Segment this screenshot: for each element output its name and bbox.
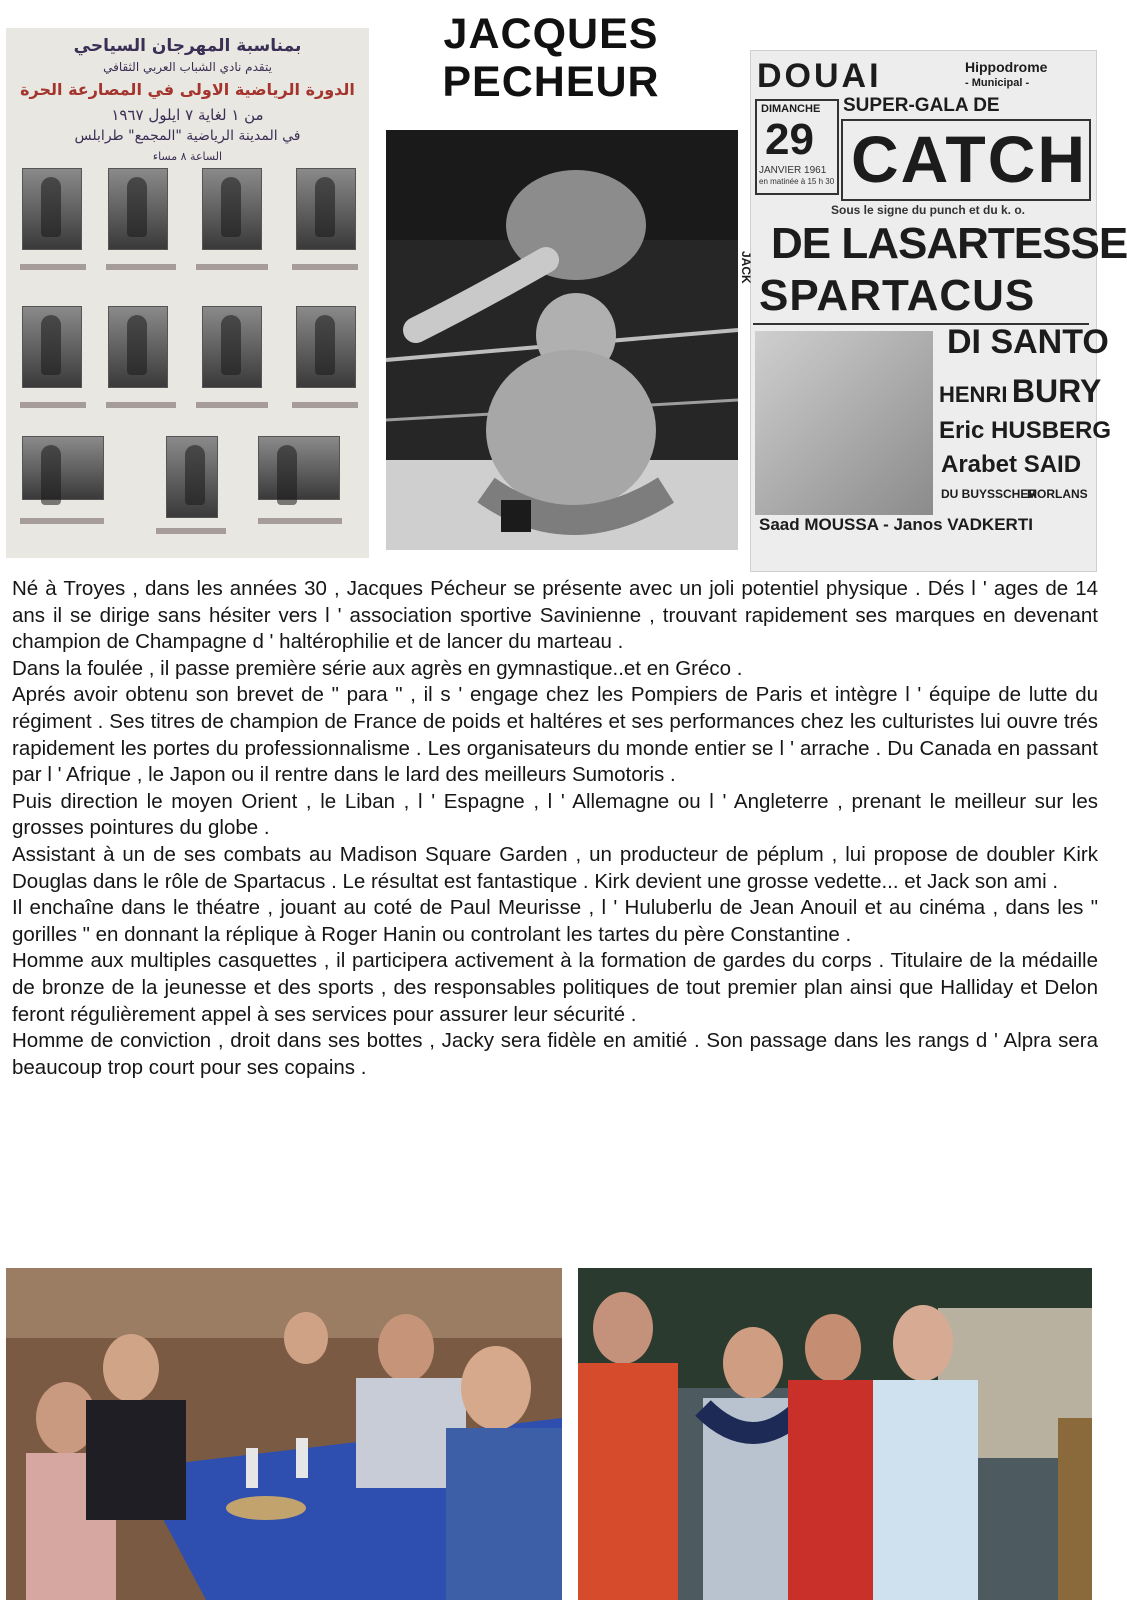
poster-jack: JACK	[739, 251, 753, 284]
wrestler-caption	[292, 402, 358, 408]
wrestler-caption	[196, 402, 268, 408]
wrestler-portrait	[22, 306, 82, 388]
wrestler-caption	[106, 402, 176, 408]
wrestler-portrait	[22, 436, 104, 500]
poster-venue-line-2: - Municipal -	[965, 77, 1030, 89]
poster-fighter-6: Arabet SAID	[941, 451, 1082, 478]
article-paragraph: Homme de conviction , droit dans ses bottes , Jacky sera fidèle en amitié . Son passage dans les rangs d ' Alpra sera beaucoup trop court pour ses copains .	[12, 1029, 1098, 1079]
poster-time: en matinée à 15 h 30	[759, 177, 835, 186]
wrestler-caption	[106, 264, 176, 270]
poster-ar-line-2: يتقدم نادي الشباب العربي الثقافي	[103, 60, 272, 74]
article-paragraph: Homme aux multiples casquettes , il participera activement à la formation de gardes du corps . Titulaire de la médaille de bronze de la jeunesse et des sports , des responsables politiques de tout premier plan ainsi que Halliday et Delon feront régulièrement appel à ses services pour assurer leur sécurité .	[12, 949, 1098, 1026]
referee-portrait	[166, 436, 218, 518]
wrestler-portrait	[258, 436, 340, 500]
poster-month: JANVIER 1961	[759, 165, 827, 176]
title-line-2: PECHEUR	[442, 58, 660, 106]
article-body	[12, 576, 1098, 1081]
poster-fighter-4-first: HENRI	[939, 382, 1008, 407]
article-paragraph: Aprés avoir obtenu son brevet de " para " , il s ' engage chez les Pompiers de Paris et intègre l ' équipe de lutte du régiment . Ses titres de champion de France de poids et haltéres et ses performances chez les culturistes lui ouvre trés rapidement les portes du professionnalisme . Les organisateurs du monde entier se l ' arrache . Du Canada en passant par l ' Afrique , le Japon ou il rentre dans le lard des meilleurs Sumotoris .	[12, 683, 1098, 787]
wrestler-caption	[20, 264, 86, 270]
group-photo-illustration	[578, 1268, 1092, 1600]
poster-venue-line-1: Hippodrome	[965, 59, 1048, 75]
article-paragraph: Puis direction le moyen Orient , le Liban , l ' Espagne , l ' Allemagne ou l ' Angleterre , prenant le meilleur sur les grosses pointures du globe .	[12, 789, 1098, 840]
poster-ar-line-3: الدورة الرياضية الاولى في المصارعة الحرة	[20, 80, 355, 99]
wrestler-caption	[20, 402, 86, 408]
poster-day-name: DIMANCHE	[761, 103, 821, 115]
poster-ar-line-1: بمناسبة المهرجان السياحي	[73, 36, 302, 56]
poster-day-number: 29	[765, 115, 814, 164]
poster-fighter-7: DU BUYSSCHER	[941, 487, 1038, 501]
wrestler-caption	[20, 518, 104, 524]
table-gathering-photo	[6, 1268, 562, 1600]
wrestler-portrait	[296, 168, 356, 250]
wrestler-caption	[156, 528, 226, 534]
article-paragraph: Il enchaîne dans le théatre , jouant au coté de Paul Meurisse , l ' Huluberlu de Jean Anouil et au cinéma , dans les " gorilles " en donnant la réplique à Roger Hanin ou controlant les tartes du père Constantine .	[12, 896, 1098, 946]
article-paragraph: Dans la foulée , il passe première série aux agrès en gymnastique..et en Gréco .	[12, 656, 743, 680]
poster-fighter-2: SPARTACUS	[759, 271, 1036, 320]
arabic-wrestling-poster	[6, 28, 369, 558]
poster-fighter-5: Eric HUSBERG	[939, 417, 1112, 444]
wrestler-portrait	[108, 306, 168, 388]
poster-city: DOUAI	[757, 57, 882, 95]
wrestler-caption	[196, 264, 268, 270]
poster-gala: SUPER-GALA DE	[843, 95, 1000, 116]
wrestler-caption	[292, 264, 358, 270]
poster-tagline: Sous le signe du punch et du k. o.	[831, 203, 1026, 217]
article-title	[416, 10, 686, 106]
poster-fighter-3: DI SANTO	[947, 323, 1109, 361]
poster-fighter-1: DE LASARTESSE	[771, 219, 1127, 268]
poster-fighter-9: Saad MOUSSA - Janos VADKERTI	[759, 515, 1033, 534]
wrestler-portrait	[22, 168, 82, 250]
ring-photo-illustration	[386, 130, 738, 550]
poster-event-name: CATCH	[851, 122, 1088, 196]
poster-photo	[755, 331, 933, 515]
poster-fighter-8: MORLANS	[1027, 487, 1088, 501]
group-portrait-photo	[578, 1268, 1092, 1600]
wrestling-ring-photo	[386, 130, 738, 550]
title-line-1: JACQUES	[443, 10, 659, 58]
wrestler-portrait	[296, 306, 356, 388]
poster-ar-line-4: من ١ لغاية ٧ ايلول ١٩٦٧	[111, 106, 264, 124]
wrestler-caption	[258, 518, 342, 524]
poster-ar-line-6: الساعة ٨ مساء	[152, 150, 223, 163]
poster-fighter-4-last: BURY	[1011, 373, 1102, 409]
wrestler-portrait	[202, 306, 262, 388]
poster-fighter-4	[939, 373, 1101, 410]
wrestler-portrait	[108, 168, 168, 250]
table-photo-illustration	[6, 1268, 562, 1600]
article-paragraph: Né à Troyes , dans les années 30 , Jacques Pécheur se présente avec un joli potentiel physique . Dés l ' ages de 14 ans il se dirige sans hésiter vers l ' association sportive Savinienne , trouvant rapidement ses marques en devenant champion de Champagne d ' haltérophilie et de lancer du marteau .	[12, 577, 1098, 654]
poster-ar-line-5: في المدينة الرياضية "المجمع" طرابلس	[74, 128, 301, 144]
article-paragraph: Assistant à un de ses combats au Madison Square Garden , un producteur de péplum , lui propose de doubler Kirk Douglas dans le rôle de Spartacus . Le résultat est fantastique . Kirk devient une grosse vedette... et Jack son ami .	[12, 842, 1098, 893]
wrestler-portrait	[202, 168, 262, 250]
catch-gala-poster	[739, 50, 1127, 572]
